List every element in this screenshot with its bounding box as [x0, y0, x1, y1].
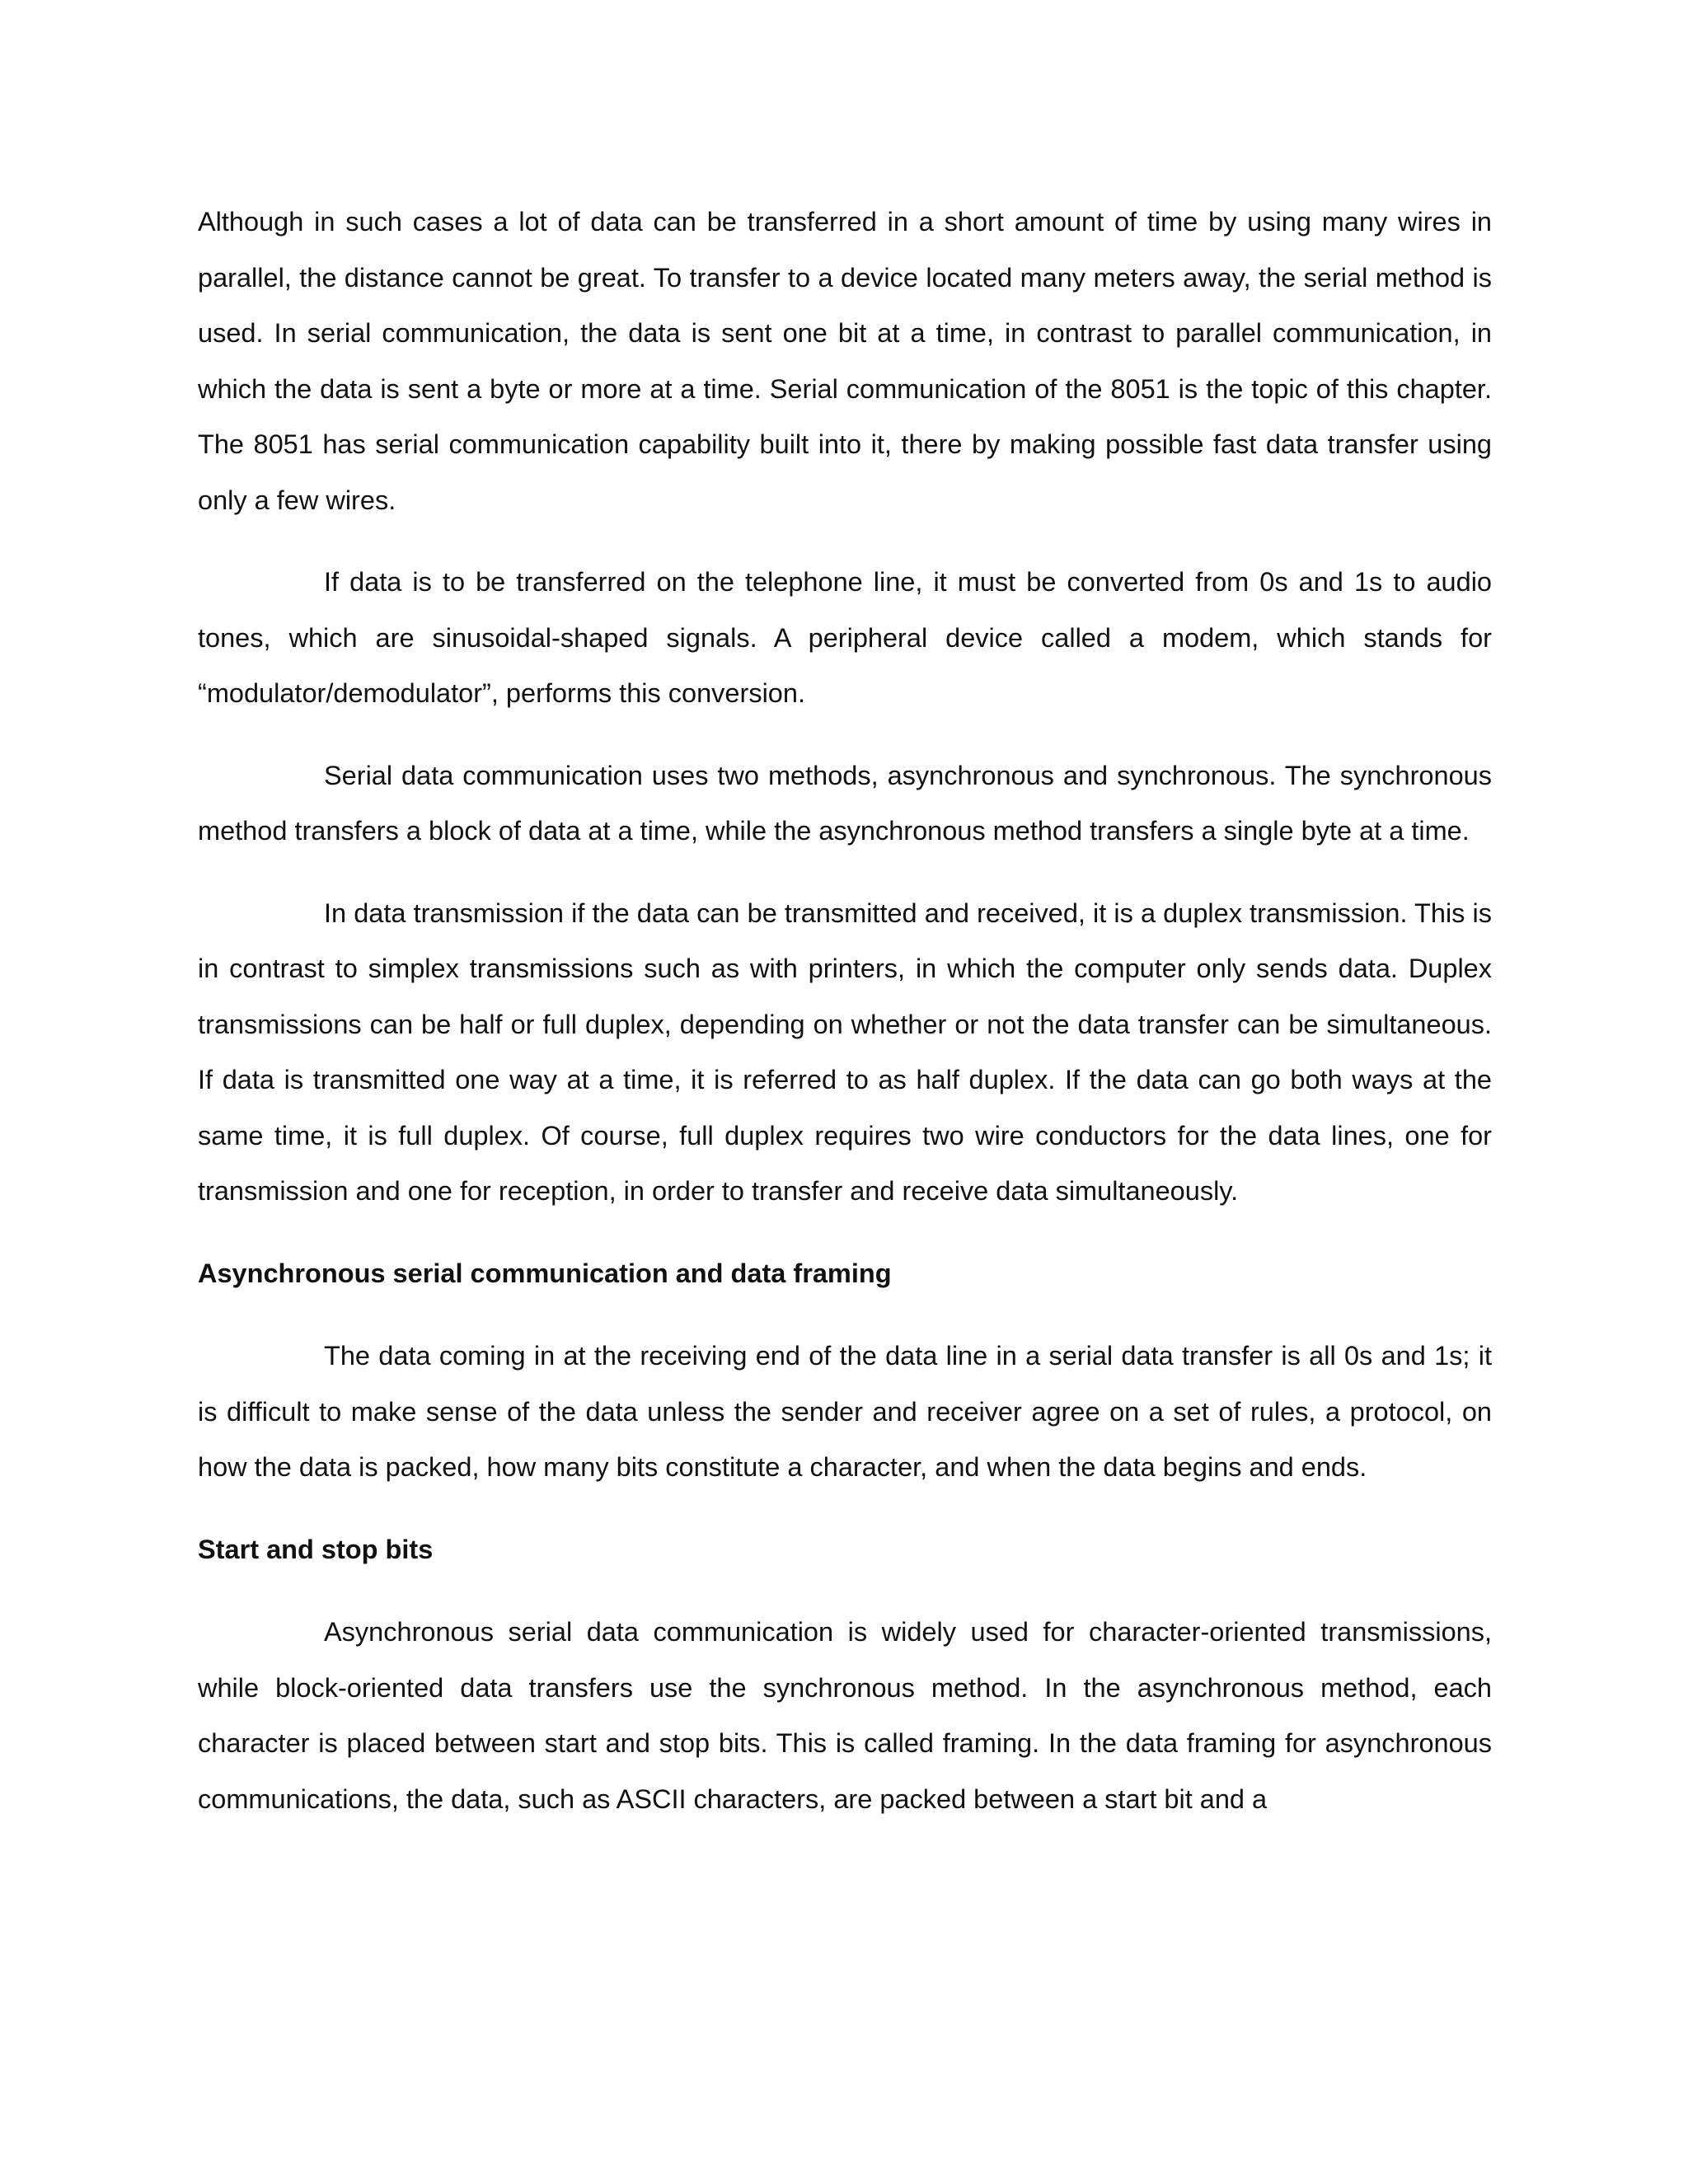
paragraph-parallel-vs-serial: Although in such cases a lot of data can be transferred in a short amount of time by using many wires in parallel, the distance cannot be great. To transfer to a device located many meters away, the serial method is used. In serial communication, the data is sent one bit at a time, in contrast to parallel communication, in which the data is sent a byte or more at a time. Serial communication of the 8051 is the topic of this chapter. The 8051 has serial communication capability built into it, there by making possible fast data transfer using only a few wires.: [198, 207, 1492, 515]
heading-async-framing: Asynchronous serial communication and data framing: [198, 1258, 892, 1288]
heading-start-stop-bits: Start and stop bits: [198, 1534, 434, 1564]
paragraph-protocol: The data coming in at the receiving end of the data line in a serial data transfer is all 0s and 1s; it is difficult to make sense of the data unless the sender and receiver agree on a set of rules, a protocol, on how the data is packed, how many bits constitute a character, and when the data begins and ends.: [198, 1341, 1492, 1482]
document-page: [198, 194, 1492, 1854]
paragraph-duplex: In data transmission if the data can be transmitted and received, it is a duplex transmission. This is in contrast to simplex transmissions such as with printers, in which the computer only sends data. Duplex transmissions can be half or full duplex, depending on whether or not the data transfer can be simultaneous. If data is transmitted one way at a time, it is referred to as half duplex. If the data can go both ways at the same time, it is full duplex. Of course, full duplex requires two wire conductors for the data lines, one for transmission and one for reception, in order to transfer and receive data simultaneously.: [198, 898, 1492, 1206]
paragraph-framing: Asynchronous serial data communication is widely used for character-oriented transmissions, while block-oriented data transfers use the synchronous method. In the asynchronous method, each character is placed between start and stop bits. This is called framing. In the data framing for asynchronous communications, the data, such as ASCII characters, are packed between a start bit and a: [198, 1617, 1492, 1814]
paragraph-sync-async: Serial data communication uses two methods, asynchronous and synchronous. The synchronous method transfers a block of data at a time, while the asynchronous method transfers a single byte at a time.: [198, 760, 1492, 846]
paragraph-modem: If data is to be transferred on the telephone line, it must be converted from 0s and 1s to audio tones, which are sinusoidal-shaped signals. A peripheral device called a modem, which stands for “modulator/demodulator”, performs this conversion.: [198, 567, 1492, 708]
